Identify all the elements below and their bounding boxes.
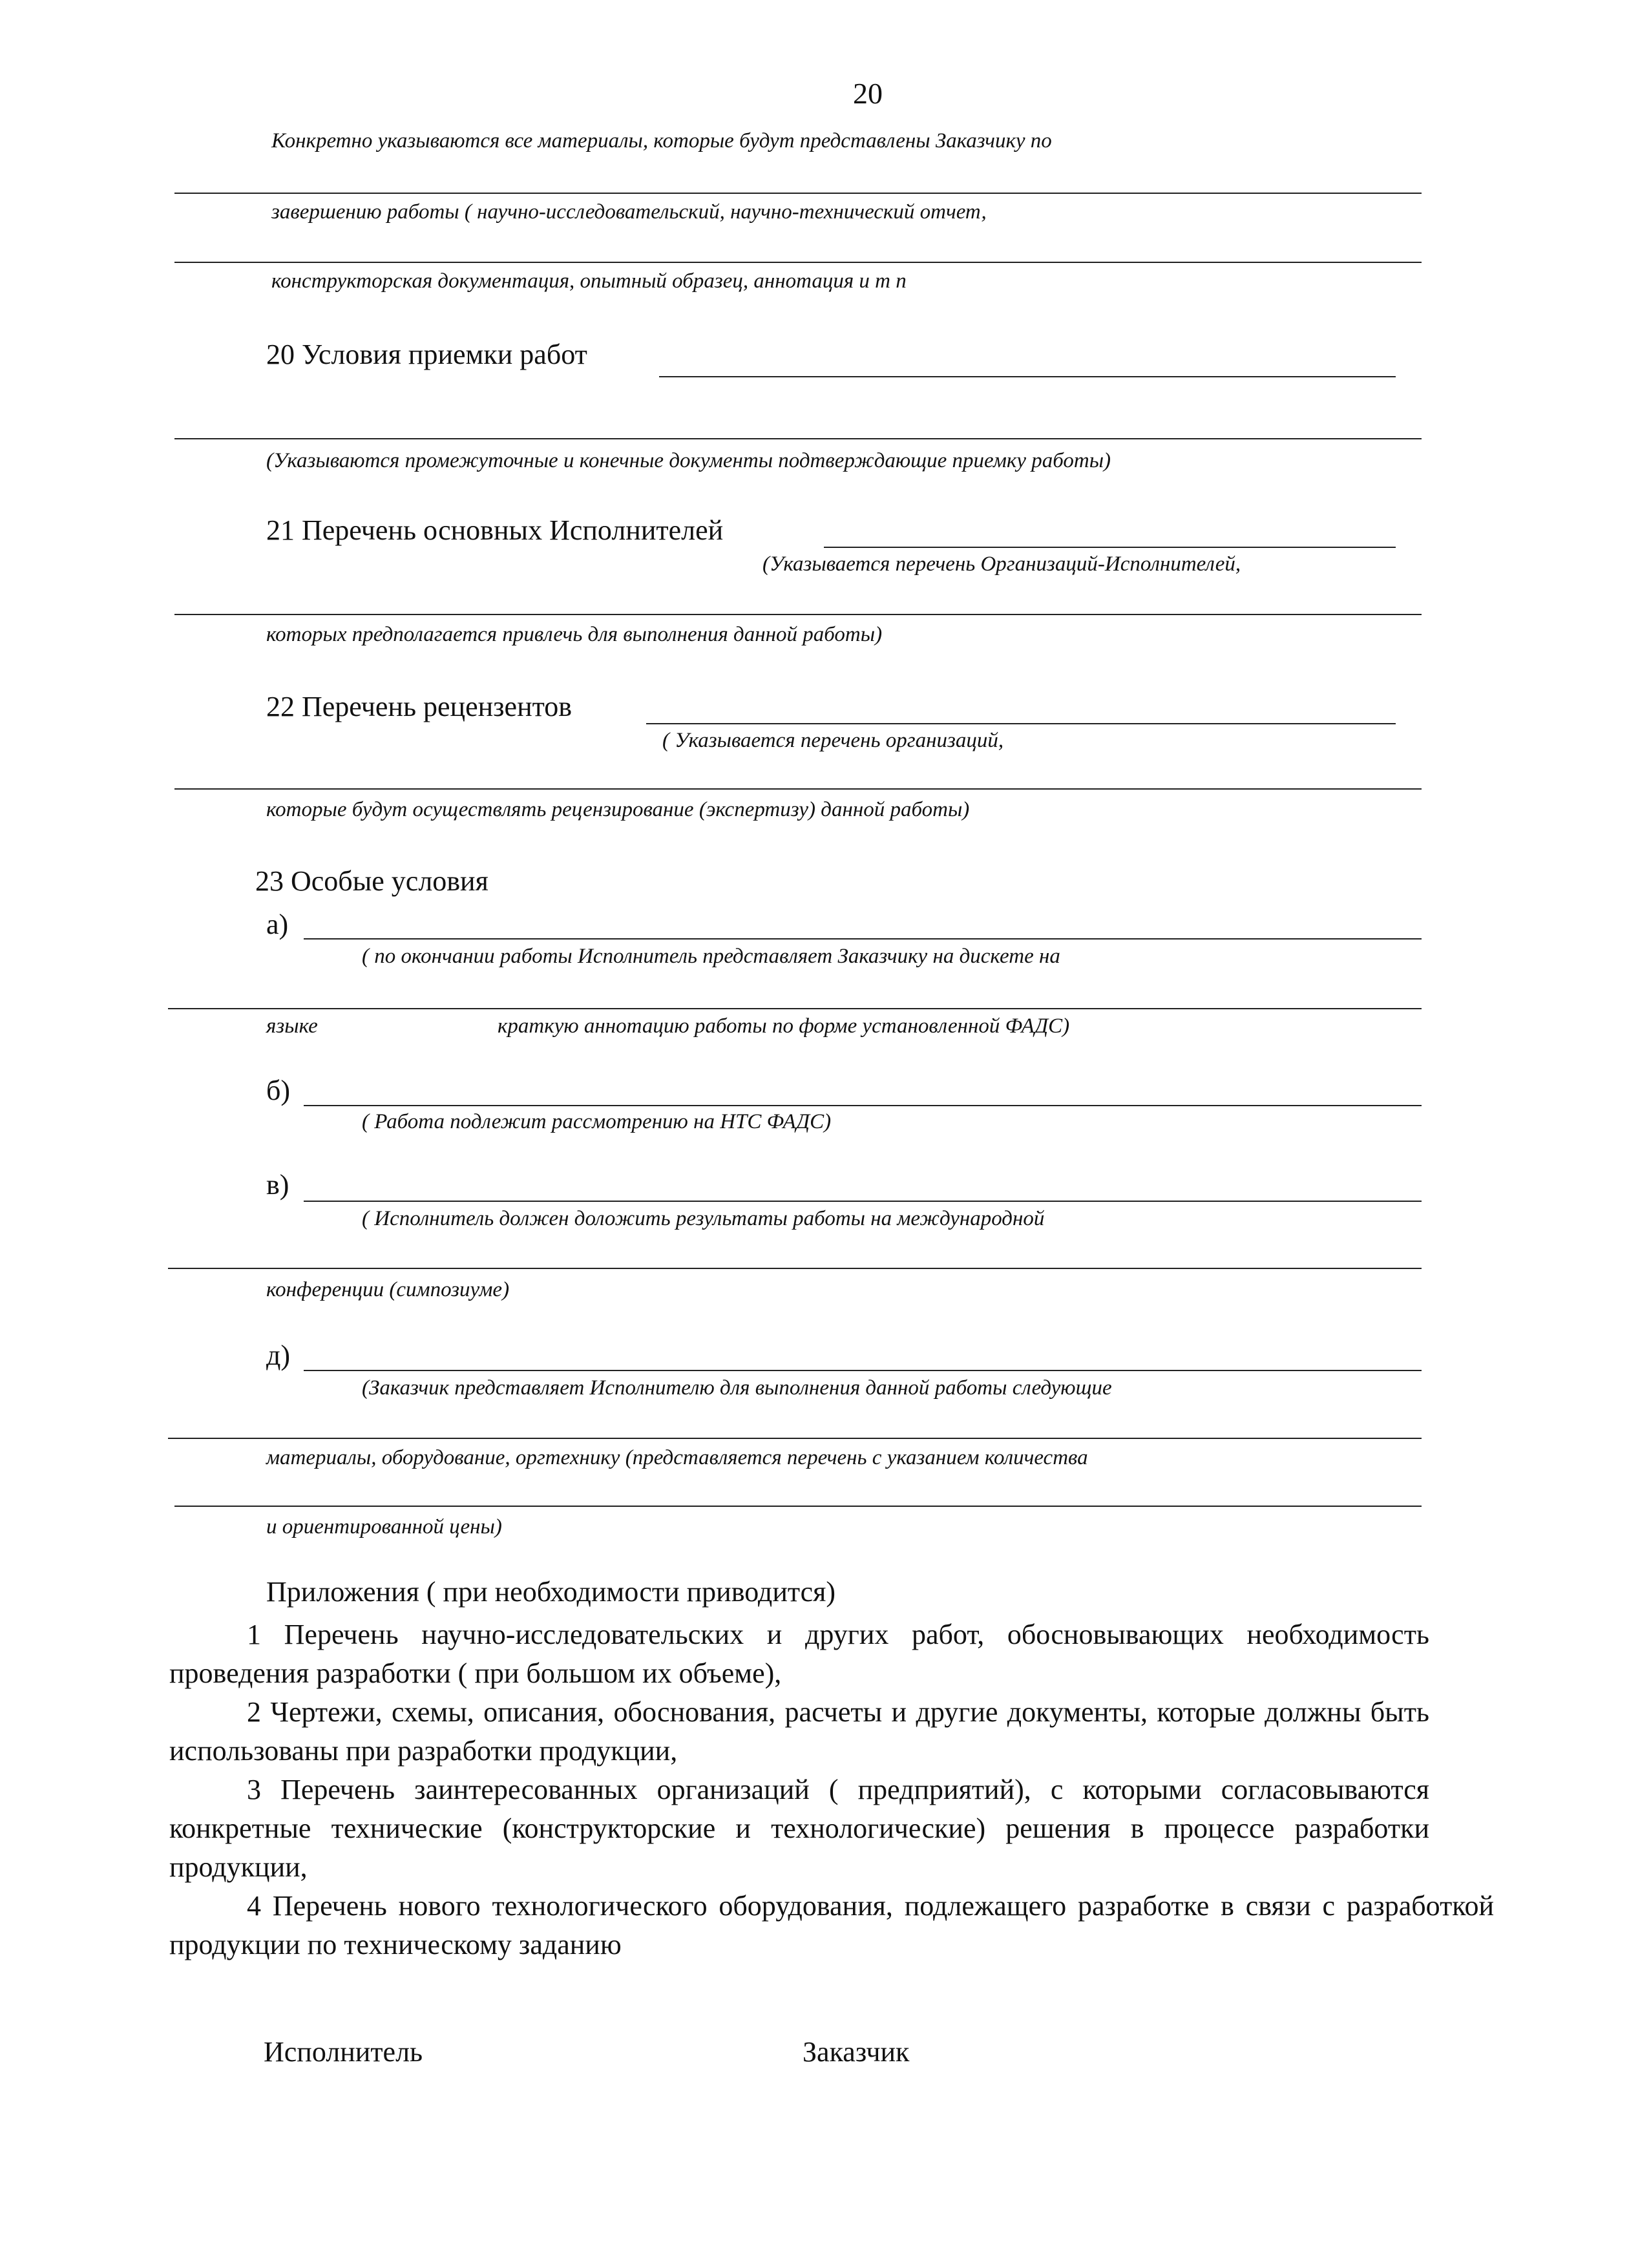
fill-line	[174, 193, 1422, 194]
item22-note-1: ( Указывается перечень организаций,	[662, 729, 1004, 752]
item23d-fill-line	[304, 1370, 1422, 1371]
fill-line	[174, 788, 1422, 790]
signature-customer: Заказчик	[803, 2036, 910, 2068]
item23v-note-2: конференции (симпозиуме)	[266, 1278, 510, 1301]
item23b-note-1: ( Работа подлежит рассмотрению на НТС ФАДС)	[362, 1110, 832, 1133]
item23v-marker: в)	[266, 1169, 289, 1201]
item23a-marker: а)	[266, 908, 289, 940]
page-number: 20	[853, 77, 883, 110]
item22-note-2: которые будут осуществлять рецензирование (экспертизу) данной работы)	[266, 798, 970, 821]
item23a-note-1: ( по окончании работы Исполнитель представляет Заказчику на дискете на	[362, 945, 1060, 968]
signature-executor: Исполнитель	[264, 2036, 423, 2068]
item23d-note-3: и ориентированной цены)	[266, 1515, 502, 1538]
item23b-fill-line	[304, 1105, 1422, 1106]
appendix-item-2-text: 2 Чертежи, схемы, описания, обоснования, расчеты и другие документы, которые должны быть использованы при разработки продукции,	[169, 1696, 1429, 1767]
item23v-fill-line	[304, 1201, 1422, 1202]
item21-label: 21 Перечень основных Исполнителей	[266, 514, 724, 546]
fill-line	[174, 262, 1422, 263]
item23a-fill-line	[304, 938, 1422, 940]
fill-line	[174, 614, 1422, 615]
item21-note-2: которых предполагается привлечь для выполнения данной работы)	[266, 623, 883, 646]
item21-note-1: (Указывается перечень Организаций-Исполнителей,	[762, 552, 1241, 576]
item23v-note-1: ( Исполнитель должен доложить результаты работы на международной	[362, 1207, 1045, 1230]
fill-line	[168, 1438, 1422, 1439]
appendix-item-4-text: 4 Перечень нового технологического оборудования, подлежащего разработке в связи с разработкой продукции по техническому заданию	[169, 1890, 1494, 1960]
item23d-note-1: (Заказчик представляет Исполнителю для выполнения данной работы следующие	[362, 1376, 1112, 1400]
appendix-item-2	[169, 1693, 1429, 1770]
fill-line	[174, 438, 1422, 439]
appendix-item-3-text: 3 Перечень заинтересованных организаций ( предприятий), с которыми согласовываются конкретные технические (конструкторские и технологические) решения в процессе разработки продукции,	[169, 1774, 1429, 1883]
item23a-note-2a: языке	[266, 1014, 318, 1038]
section19-note-3: конструкторская документация, опытный образец, аннотация и т п	[271, 269, 907, 293]
item22-fill-line	[646, 723, 1396, 724]
item20-note: (Указываются промежуточные и конечные документы подтверждающие приемку работы)	[266, 449, 1111, 472]
section19-note-2: завершению работы ( научно-исследовательский, научно-технический отчет,	[271, 200, 987, 224]
section19-note-1: Конкретно указываются все материалы, которые будут представлены Заказчику по	[271, 129, 1052, 152]
item23d-note-2: материалы, оборудование, оргтехнику (представляется перечень с указанием количества	[266, 1446, 1088, 1469]
appendices-title: Приложения ( при необходимости приводится)	[266, 1576, 836, 1608]
item23-label: 23 Особые условия	[255, 865, 488, 897]
item23d-marker: д)	[266, 1339, 291, 1371]
item20-label: 20 Условия приемки работ	[266, 339, 587, 370]
item20-fill-line	[659, 376, 1396, 377]
appendix-item-1	[169, 1615, 1429, 1693]
item21-fill-line	[824, 547, 1396, 548]
item23a-note-2b: краткую аннотацию работы по форме установленной ФАДС)	[498, 1014, 1070, 1038]
fill-line	[174, 1506, 1422, 1507]
appendix-item-1-text: 1 Перечень научно-исследовательских и других работ, обосновывающих необходимость проведения разработки ( при большом их объеме),	[169, 1619, 1429, 1689]
item23b-marker: б)	[266, 1075, 291, 1106]
item22-label: 22 Перечень рецензентов	[266, 691, 572, 722]
appendix-item-4	[169, 1887, 1494, 1964]
appendix-item-3	[169, 1770, 1429, 1887]
fill-line	[168, 1008, 1422, 1009]
fill-line	[168, 1268, 1422, 1269]
